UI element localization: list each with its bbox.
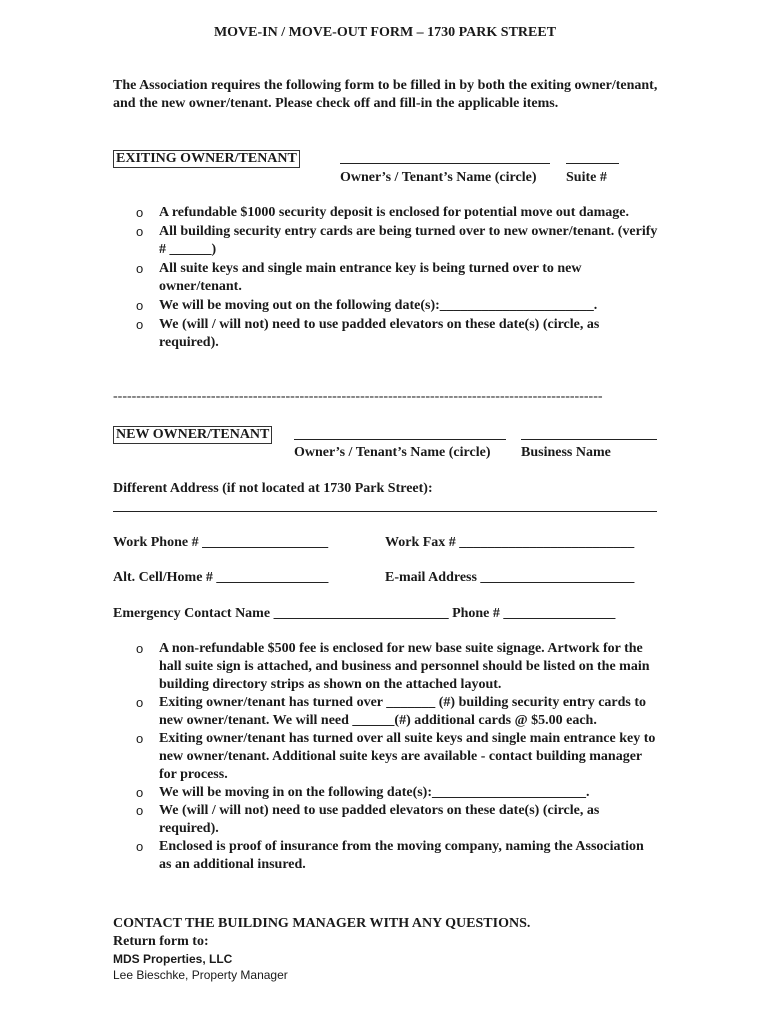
list-item[interactable] [113, 784, 659, 802]
new-item-signage: A non-refundable $500 fee is enclosed for new base suite signage. Artwork for the hall suite sign is attached, and business and personnel should be listed on the main building directory strips as shown on the attached layout. [159, 641, 650, 692]
bullet-icon: o [136, 695, 144, 710]
bullet-icon: o [136, 839, 144, 854]
email-field[interactable]: E-mail Address ______________________ [385, 570, 635, 585]
exiting-name-line[interactable] [340, 163, 550, 164]
exiting-item-elevators: We (will / will not) need to use padded elevators on these date(s) (circle, as required). [159, 317, 600, 350]
exiting-item-deposit: A refundable $1000 security deposit is enclosed for potential move out damage. [159, 205, 630, 220]
list-item[interactable] [113, 297, 659, 315]
list-item[interactable] [113, 640, 659, 694]
exiting-suite-label: Suite # [566, 170, 607, 185]
company-name: MDS Properties, LLC [113, 952, 233, 966]
exiting-section-header: EXITING OWNER/TENANT [113, 150, 300, 168]
alt-cell-field[interactable]: Alt. Cell/Home # ________________ [113, 570, 329, 585]
bullet-icon: o [136, 785, 144, 800]
bullet-icon: o [136, 205, 144, 220]
new-item-date: We will be moving in on the following date(s):______________________. [159, 785, 590, 800]
bullet-icon: o [136, 261, 144, 276]
exiting-suite-line[interactable] [566, 163, 619, 164]
exiting-item-date: We will be moving out on the following date(s):______________________. [159, 298, 598, 313]
address-field-line[interactable] [113, 511, 657, 512]
new-item-insurance: Enclosed is proof of insurance from the moving company, naming the Association as an additional insured. [159, 839, 644, 872]
bullet-icon: o [136, 641, 144, 656]
list-item[interactable] [113, 802, 659, 838]
new-name-label: Owner’s / Tenant’s Name (circle) [294, 445, 491, 460]
return-label: Return form to: [113, 934, 209, 949]
manager-name: Lee Bieschke, Property Manager [113, 968, 288, 982]
list-item[interactable] [113, 223, 659, 259]
work-phone-field[interactable]: Work Phone # __________________ [113, 535, 329, 550]
contact-notice: CONTACT THE BUILDING MANAGER WITH ANY QUESTIONS. [113, 916, 531, 931]
exiting-item-keys: All suite keys and single main entrance key is being turned over to new owner/tenant. [159, 261, 582, 294]
bullet-icon: o [136, 224, 144, 239]
bullet-icon: o [136, 731, 144, 746]
form-title: MOVE-IN / MOVE-OUT FORM – 1730 PARK STREET [213, 25, 557, 40]
list-item[interactable] [113, 316, 659, 352]
new-item-cards: Exiting owner/tenant has turned over _______ (#) building security entry cards to new owner/tenant. We will need ______(#) additional cards @ $5.00 each. [159, 695, 647, 728]
intro-paragraph: The Association requires the following form to be filled in by both the exiting owner/tenant, and the new owner/tenant. Please check off and fill-in the applicable items. [113, 78, 658, 111]
new-business-line[interactable] [521, 439, 657, 440]
new-name-line[interactable] [294, 439, 506, 440]
list-item[interactable] [113, 694, 659, 730]
new-business-label: Business Name [521, 445, 611, 460]
work-fax-field[interactable]: Work Fax # _________________________ [385, 535, 635, 550]
new-section-header: NEW OWNER/TENANT [113, 426, 272, 444]
exiting-checklist [113, 204, 659, 353]
section-separator: --------------------------------------------------------------------------------------------------------- [113, 389, 603, 404]
bullet-icon: o [136, 317, 144, 332]
new-item-keys: Exiting owner/tenant has turned over all suite keys and single main entrance key to new owner/tenant. Additional suite keys are available - contact building manager for process. [159, 731, 656, 782]
list-item[interactable] [113, 838, 659, 874]
bullet-icon: o [136, 803, 144, 818]
new-checklist [113, 640, 659, 874]
new-item-elevators: We (will / will not) need to use padded elevators on these date(s) (circle, as required). [159, 803, 600, 836]
exiting-item-cards: All building security entry cards are being turned over to new owner/tenant. (verify # ______) [159, 224, 658, 257]
exiting-name-label: Owner’s / Tenant’s Name (circle) [340, 170, 537, 185]
list-item[interactable] [113, 730, 659, 784]
address-label: Different Address (if not located at 1730 Park Street): [113, 481, 433, 496]
emergency-contact-field[interactable]: Emergency Contact Name _________________________ Phone # ________________ [113, 606, 616, 621]
list-item[interactable] [113, 260, 659, 296]
bullet-icon: o [136, 298, 144, 313]
list-item[interactable] [113, 204, 659, 222]
